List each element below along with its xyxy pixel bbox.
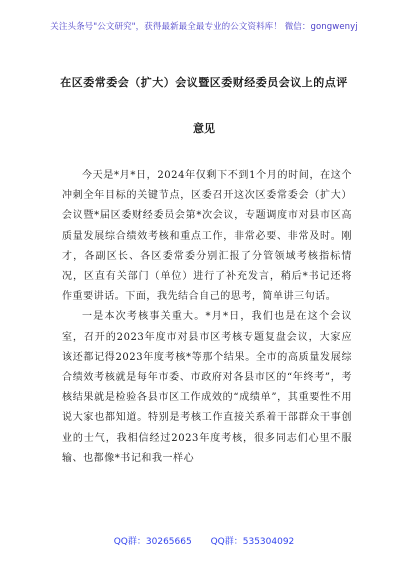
page-footer — [0, 534, 408, 547]
document-title: 在区委常委会（扩大）会议暨区委财经委员会议上的点评 — [60, 76, 348, 89]
body-paragraph: 今天是*月*日，2024年仅剩下不到1个月的时间，在这个冲刺全年目标的关键节点，区委召开这次区委常委会（扩大）会议暨*届区委财经委员会第*次会议，专题调度市对县市区高质量发展综合绩效考核和重点工作，非常必要、非常及时。刚才，各副区长、各区委常委分别汇报了分管领域考核指标情况，区直有关部门（单位）进行了补充发言，稍后*书记还将作重要讲话。下面，我先结合自己的思考，简单讲三句话。 — [62, 170, 352, 303]
body-paragraph: 一是本次考核事关重大。*月*日，我们也是在这个会议室，召开的2023年度市对县市区考核专题复盘会议，大家应该还都记得2023年度考核*等那个结果。全市的高质量发展综合绩效考核就是每年市委、市政府对各县市区的“年终考”，考核结果就是检验各县市区工作成效的“成绩单”，其重要性不用说大家也都知道。特别是考核工作直接关系着干部群众干事创业的士气，我相信经过2023年度考核，很多同志们心里不服输、也都像*书记和我一样心 — [62, 311, 352, 464]
document-title-continuation: 意见 — [193, 122, 215, 135]
qq-group-2: QQ群：535304092 — [210, 537, 295, 547]
document-body — [62, 166, 352, 469]
qq-group-1: QQ群：30265665 — [113, 537, 192, 547]
promo-banner: 关注头条号"公文研究"，获得最新最全最专业的公文资料库！ 微信：gongwenyj — [50, 22, 358, 32]
